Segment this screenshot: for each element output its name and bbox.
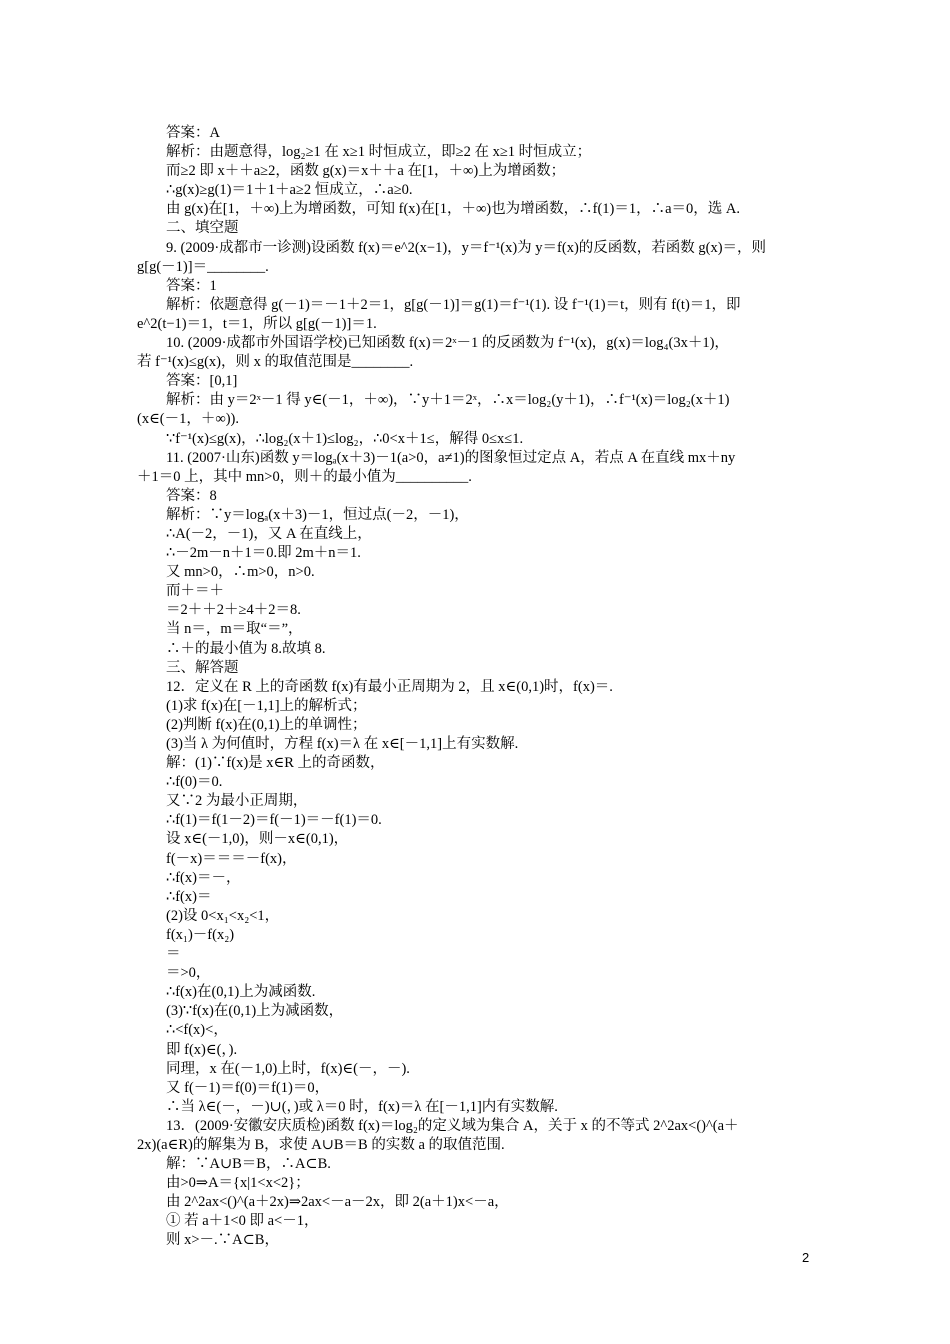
text-line: 解析：由 y＝2ˣ－1 得 y∈(－1，＋∞)，∵y＋1＝2ˣ，∴x＝log₂(y＋1)，∴f⁻¹(x)＝log₂(x＋1) [166, 392, 730, 409]
text-line: (1)求 f(x)在[－1,1]上的解析式； [166, 697, 367, 714]
text-line: 二、填空题 [166, 220, 239, 237]
text-line: 答案：1 [166, 277, 217, 294]
text-line: ＝2＋＋2＋≥4＋2＝8. [166, 602, 301, 619]
text-line: 答案：8 [166, 487, 217, 504]
text-line: ∴<f(x)<， [166, 1022, 228, 1039]
text-line: 11. (2007·山东)函数 y＝logₐ(x＋3)－1(a>0，a≠1)的图象恒过定点 A，若点 A 在直线 mx＋ny [166, 449, 736, 466]
text-line: ∴g(x)≥g(1)＝1＋1＋a≥2 恒成立，∴a≥0. [166, 182, 413, 199]
text-line: f(－x)＝＝＝－f(x)， [166, 850, 297, 867]
text-line: 而≥2 即 x＋＋a≥2，函数 g(x)＝x＋＋a 在[1，＋∞)上为增函数； [166, 163, 566, 180]
text-line: 又∵2 为最小正周期， [166, 793, 308, 810]
text-line: 同理，x 在(－1,0)上时，f(x)∈(－，－). [166, 1060, 410, 1077]
text-line: ∴f(1)＝f(1－2)＝f(－1)＝－f(1)＝0. [166, 812, 382, 829]
text-line: 由 g(x)在[1，＋∞)上为增函数，可知 f(x)在[1，＋∞)也为增函数，∴f(1)＝1，∴a＝0，选 A. [166, 201, 741, 218]
text-line: 解析：依题意得 g(－1)＝－1＋2＝1，g[g(－1)]＝g(1)＝f⁻¹(1). 设 f⁻¹(1)＝t，则有 f(t)＝1，即 [166, 296, 741, 313]
text-line: 9. (2009·成都市一诊测)设函数 f(x)＝e^2(x−1)，y＝f⁻¹(x)为 y＝f(x)的反函数，若函数 g(x)＝，则 [166, 239, 767, 256]
text-line: 若 f⁻¹(x)≤g(x)，则 x 的取值范围是________. [137, 354, 414, 371]
text-line: 又 mn>0，∴m>0，n>0. [166, 564, 315, 581]
text-line: e^2(t−1)＝1，t＝1，所以 g[g(－1)]＝1. [137, 315, 377, 332]
text-line: 由 2^2ax<()^(a＋2x)⇒2ax<－a－2x，即 2(a＋1)x<－a， [166, 1194, 509, 1211]
text-line: 答案：A [166, 125, 220, 141]
text-line: 答案：[0,1] [166, 373, 238, 390]
text-line: (2)判断 f(x)在(0,1)上的单调性； [166, 716, 367, 733]
text-line: ＝>0， [166, 965, 211, 982]
text-line: ∵f⁻¹(x)≤g(x)，∴log₂(x＋1)≤log₂，∴0<x＋1≤，解得 0≤x≤1. [166, 430, 524, 447]
text-line: ＝ [166, 946, 181, 963]
text-line: g[g(－1)]＝________. [137, 258, 269, 275]
text-line: ∴f(x)在(0,1)上为减函数. [166, 984, 316, 1001]
text-line: ∴f(x)＝ [166, 888, 212, 905]
text-line: ① 若 a＋1<0 即 a<－1， [166, 1213, 319, 1230]
text-line: (3)当 λ 为何值时，方程 f(x)＝λ 在 x∈[－1,1]上有实数解. [166, 736, 519, 752]
text-line: ∴－2m－n＋1＝0.即 2m＋n＝1. [166, 545, 361, 562]
page-number: 2 [802, 1250, 810, 1265]
text-line: ∴当 λ∈(－，－)∪(，)或 λ＝0 时，f(x)＝λ 在[－1,1]内有实数解. [166, 1098, 558, 1115]
text-line: 解：∵A∪B＝B，∴A⊂B. [166, 1156, 331, 1173]
text-line: (2)设 0<x₁<x₂<1， [166, 907, 280, 924]
text-line: 解：(1)∵f(x)是 x∈R 上的奇函数， [166, 755, 385, 772]
text-line: ∴＋的最小值为 8.故填 8. [166, 640, 326, 657]
text-line: 三、解答题 [166, 659, 239, 676]
document-body [137, 124, 817, 1251]
text-line: 13．(2009·安徽安庆质检)函数 f(x)＝log₂的定义域为集合 A，关于 x 的不等式 2^2ax<()^(a＋ [166, 1117, 739, 1134]
text-line: 又 f(－1)＝f(0)＝f(1)＝0， [166, 1079, 330, 1096]
text-line: 则 x>－.∵A⊂B， [166, 1232, 279, 1249]
text-line: 而＋＝＋ [166, 583, 224, 600]
text-line: 当 n＝，m＝取“＝”， [166, 621, 303, 638]
text-line: ∴f(0)＝0. [166, 774, 223, 791]
text-line: 2x)(a∈R)的解集为 B，求使 A∪B＝B 的实数 a 的取值范围. [137, 1136, 505, 1153]
text-line: 10. (2009·成都市外国语学校)已知函数 f(x)＝2ˣ－1 的反函数为 f⁻¹(x)，g(x)＝log₄(3x＋1)， [166, 335, 729, 352]
text-line: ∴A(－2，－1)，又 A 在直线上， [166, 525, 372, 542]
text-line: f(x₁)－f(x₂) [166, 926, 235, 943]
text-line: ＋1＝0 上，其中 mn>0，则＋的最小值为__________. [137, 468, 472, 485]
text-line: ∴f(x)＝－， [166, 869, 241, 886]
text-line: 12．定义在 R 上的奇函数 f(x)有最小正周期为 2，且 x∈(0,1)时，f(x)＝. [166, 678, 613, 695]
text-line: 解析：∵y＝logₐ(x＋3)－1，恒过点(－2，－1)， [166, 506, 469, 523]
text-line: (3)∵f(x)在(0,1)上为减函数， [166, 1003, 344, 1020]
text-line: 由>0⇒A＝{x|1<x<2}； [166, 1175, 310, 1192]
text-line: 设 x∈(－1,0)，则－x∈(0,1)， [166, 831, 349, 848]
text-line: (x∈(－1，＋∞)). [137, 411, 240, 428]
text-line: 即 f(x)∈(，). [166, 1041, 238, 1058]
text-line: 解析：由题意得，log₂≥1 在 x≥1 时恒成立，即≥2 在 x≥1 时恒成立； [166, 144, 592, 161]
